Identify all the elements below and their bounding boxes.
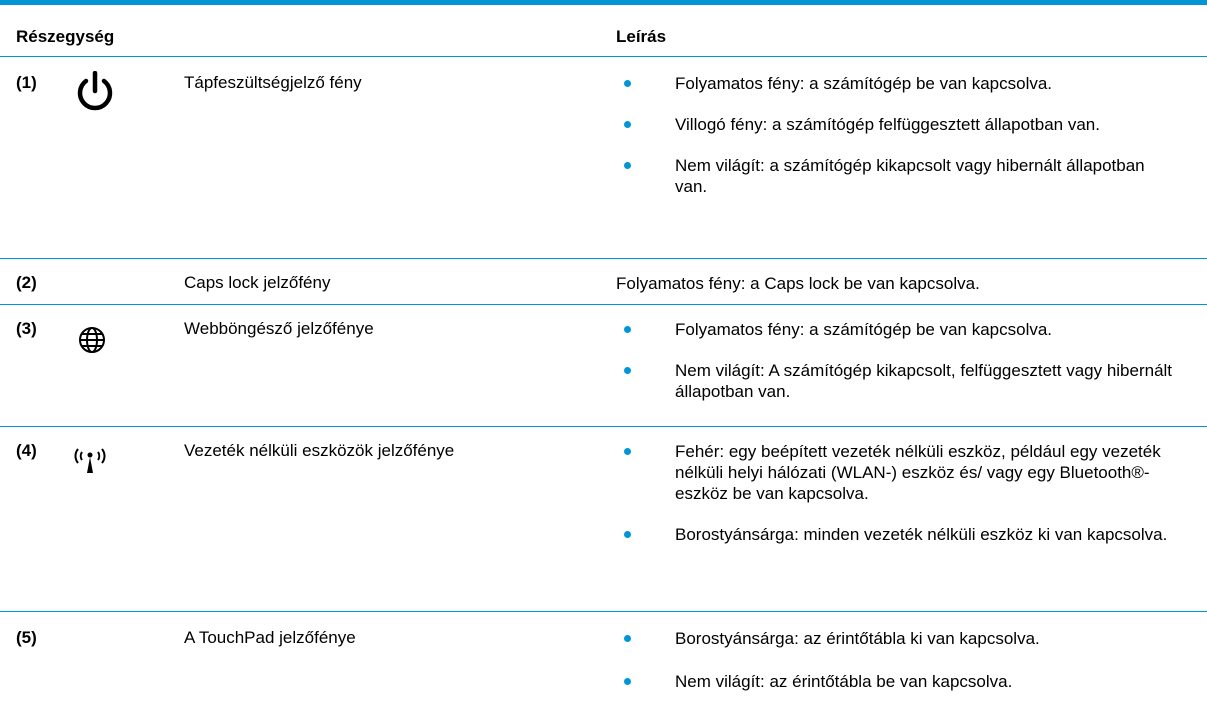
list-item bbox=[616, 73, 1196, 94]
bullet-icon bbox=[624, 448, 631, 455]
description bbox=[616, 273, 1196, 294]
list-item bbox=[616, 671, 1196, 692]
table-row bbox=[0, 612, 1207, 712]
bullet-icon bbox=[624, 121, 631, 128]
power-icon bbox=[74, 71, 116, 118]
table-header bbox=[0, 5, 1207, 57]
component-name: Tápfeszültségjelző fény bbox=[184, 73, 362, 92]
component-name: Webböngésző jelzőfénye bbox=[184, 319, 374, 338]
component-name: Caps lock jelzőfény bbox=[184, 273, 331, 292]
table-row bbox=[0, 57, 1207, 259]
bullet-text: Fehér: egy beépített vezeték nélküli eszköz, például egy vezeték nélküli helyi hálózati (WLAN-) eszköz és/ vagy egy Bluetooth®-eszköz be van kapcsolva. bbox=[675, 442, 1161, 503]
row-number: (4) bbox=[16, 441, 37, 460]
bullet-icon bbox=[624, 367, 631, 374]
bullet-text: Folyamatos fény: a számítógép be van kapcsolva. bbox=[675, 320, 1053, 339]
table-row bbox=[0, 427, 1207, 612]
header-component: Részegység bbox=[16, 27, 115, 46]
list-item bbox=[616, 628, 1196, 649]
bullet-icon bbox=[624, 678, 631, 685]
bullet-text: Borostyánsárga: az érintőtábla ki van kapcsolva. bbox=[675, 629, 1040, 648]
row-number: (2) bbox=[16, 273, 37, 292]
bullet-icon bbox=[624, 531, 631, 538]
bullet-text: Nem világít: a számítógép kikapcsolt vagy hibernált állapotban van. bbox=[675, 156, 1145, 196]
component-name: A TouchPad jelzőfénye bbox=[184, 628, 356, 647]
row-number: (3) bbox=[16, 319, 37, 338]
component-name: Vezeték nélküli eszközök jelzőfénye bbox=[184, 441, 455, 460]
description bbox=[616, 441, 1196, 565]
description bbox=[616, 73, 1196, 217]
globe-icon bbox=[77, 325, 107, 360]
list-item bbox=[616, 155, 1196, 197]
bullet-text: Folyamatos fény: a számítógép be van kapcsolva. bbox=[675, 74, 1053, 93]
bullet-text: Nem világít: A számítógép kikapcsolt, felfüggesztett vagy hibernált állapotban van. bbox=[675, 361, 1173, 401]
bullet-icon bbox=[624, 635, 631, 642]
bullet-text: Borostyánsárga: minden vezeték nélküli eszköz ki van kapcsolva. bbox=[675, 525, 1168, 544]
bullet-icon bbox=[624, 326, 631, 333]
header-description: Leírás bbox=[616, 27, 667, 46]
list-item bbox=[616, 319, 1196, 340]
table-row bbox=[0, 259, 1207, 305]
list-item bbox=[616, 114, 1196, 135]
row-number: (1) bbox=[16, 73, 37, 92]
bullet-icon bbox=[624, 162, 631, 169]
description bbox=[616, 628, 1196, 712]
description-text: Folyamatos fény: a Caps lock be van kapcsolva. bbox=[616, 274, 980, 293]
row-number: (5) bbox=[16, 628, 37, 647]
table-row bbox=[0, 305, 1207, 427]
list-item bbox=[616, 441, 1196, 504]
list-item bbox=[616, 360, 1196, 402]
bullet-text: Nem világít: az érintőtábla be van kapcsolva. bbox=[675, 672, 1013, 691]
bullet-icon bbox=[624, 80, 631, 87]
list-item bbox=[616, 524, 1196, 545]
description bbox=[616, 319, 1196, 422]
wireless-icon bbox=[70, 443, 110, 480]
bullet-text: Villogó fény: a számítógép felfüggesztett állapotban van. bbox=[675, 115, 1100, 134]
